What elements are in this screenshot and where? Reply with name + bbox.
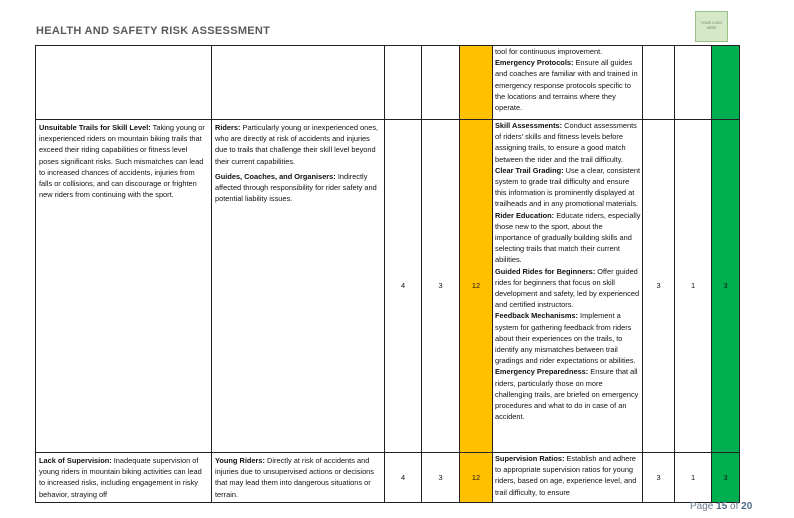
control-measure (495, 366, 641, 422)
control-measure-text: Implement a system for gathering feedback from riders about their experiences on the trails, to identify any mismatches between trail gradings and rider expectations or abilities. (495, 311, 636, 366)
control-measure (495, 310, 641, 366)
hazard-cell (36, 46, 212, 120)
severity-cell: 3 (422, 120, 460, 453)
who-at-risk-cell (212, 46, 385, 120)
who-at-risk-entry (215, 455, 381, 500)
hazard-title: Unsuitable Trails for Skill Level: (39, 123, 151, 132)
who-at-risk-entry-title: Guides, Coaches, and Organisers: (215, 171, 336, 181)
control-measure (495, 46, 641, 57)
residual-likelihood-cell: 3 (643, 453, 675, 503)
page-number: Page 15 of 20 (690, 501, 753, 512)
control-measure-title: Clear Trail Grading: (495, 165, 564, 175)
control-measure-title: Emergency Protocols: (495, 58, 574, 68)
who-at-risk-entry-text: Directly at risk of accidents and injuries due to unsupervised actions or decisions that may lead them into dangerous situations or terrain. (215, 456, 374, 499)
control-measure-text: Use a clear, consistent system to grade trail difficulty and ensure this information is prominently displayed at trailheads and in any promotional materials. (495, 165, 641, 209)
control-measure (495, 120, 641, 165)
residual-severity-cell: 1 (675, 120, 712, 453)
residual-risk-cell (712, 46, 740, 120)
risk-rating-cell (460, 46, 493, 120)
likelihood-cell: 4 (385, 453, 422, 503)
hazard-text: Taking young or inexperienced riders on mountain biking trails that exceed their riding capabilities or fitness level poses significant risks. Such mismatches can lead to increased chances of accidents, injuries from falls or collisions, and can discourage or frighten new riders from continuing with the sport. (39, 123, 205, 200)
likelihood-cell: 4 (385, 120, 422, 453)
who-at-risk-cell (212, 120, 385, 453)
control-measure-title: Guided Rides for Beginners: (495, 266, 596, 276)
hazard-text: Inadequate supervision of young riders in mountain biking activities can lead to increased risks, including engagement in risky behavior, straying off (39, 456, 202, 499)
control-measure (495, 165, 641, 210)
likelihood-cell (385, 46, 422, 120)
table-row (36, 453, 740, 503)
residual-risk-cell: 3 (712, 120, 740, 453)
hazard-title: Lack of Supervision: (39, 456, 112, 465)
document-title: HEALTH AND SAFETY RISK ASSESSMENT (36, 25, 271, 37)
who-at-risk-entry (215, 122, 381, 167)
who-at-risk-entry-title: Young Riders: (215, 456, 265, 465)
severity-cell: 3 (422, 453, 460, 503)
control-measure (495, 57, 641, 113)
residual-severity-cell: 1 (675, 453, 712, 503)
hazard-cell (36, 120, 212, 453)
control-measure (495, 210, 641, 266)
who-at-risk-entry-title: Riders: (215, 123, 241, 132)
control-measure-text: Ensure all guides and coaches are familiar with and trained in emergency response protocols specific to the locations and terrains where they operate. (495, 58, 638, 113)
control-measure-title: Rider Education: (495, 210, 555, 220)
control-measure (495, 453, 641, 498)
logo-placeholder: YOUR LOGO HERE (695, 11, 728, 42)
control-measure-text: Ensure that all riders, particularly those on more challenging trails, are briefed on emergency procedures and what to do in case of an accident. (495, 367, 639, 422)
control-measures-cell (493, 453, 643, 503)
who-at-risk-entry-text: Particularly young or inexperienced ones, who are directly at risk of accidents and injuries due to trails that challenge their skill level beyond their current capabilities. (215, 123, 379, 166)
table-row (36, 120, 740, 453)
control-measure-title: Emergency Preparedness: (495, 367, 589, 377)
risk-assessment-table (35, 45, 740, 503)
control-measure-text: Educate riders, especially those new to the sport, about the importance of gradually building skills and selecting trails that match their current abilities. (495, 210, 641, 265)
table-row (36, 46, 740, 120)
control-measure (495, 266, 641, 311)
residual-likelihood-cell: 3 (643, 120, 675, 453)
residual-severity-cell (675, 46, 712, 120)
risk-rating-cell: 12 (460, 453, 493, 503)
control-measure-title: Feedback Mechanisms: (495, 311, 578, 321)
control-measures-cell (493, 46, 643, 120)
control-measures-cell (493, 120, 643, 453)
residual-likelihood-cell (643, 46, 675, 120)
severity-cell (422, 46, 460, 120)
control-measure-text: Establish and adhere to appropriate supervision ratios for young riders, based on age, experience level, and trail difficulty, to ensure (495, 454, 637, 497)
residual-risk-cell: 3 (712, 453, 740, 503)
control-measure-title: Supervision Ratios: (495, 454, 565, 463)
control-measure-title: Skill Assessments: (495, 121, 563, 130)
who-at-risk-entry-text: Indirectly affected through responsibility for rider safety and potential liability issues. (215, 171, 377, 204)
control-measure-text: Conduct assessments of riders' skills and fitness levels before assigning trails, to ensure a good match between the rider and the trail difficulty. (495, 121, 637, 164)
who-at-risk-entry (215, 171, 381, 205)
control-measure-text: tool for continuous improvement. (495, 47, 603, 56)
who-at-risk-cell (212, 453, 385, 503)
control-measure-text: Offer guided rides for beginners that focus on skill development and safety, led by experienced and certified instructors. (495, 266, 640, 310)
hazard-cell (36, 453, 212, 503)
risk-rating-cell: 12 (460, 120, 493, 453)
